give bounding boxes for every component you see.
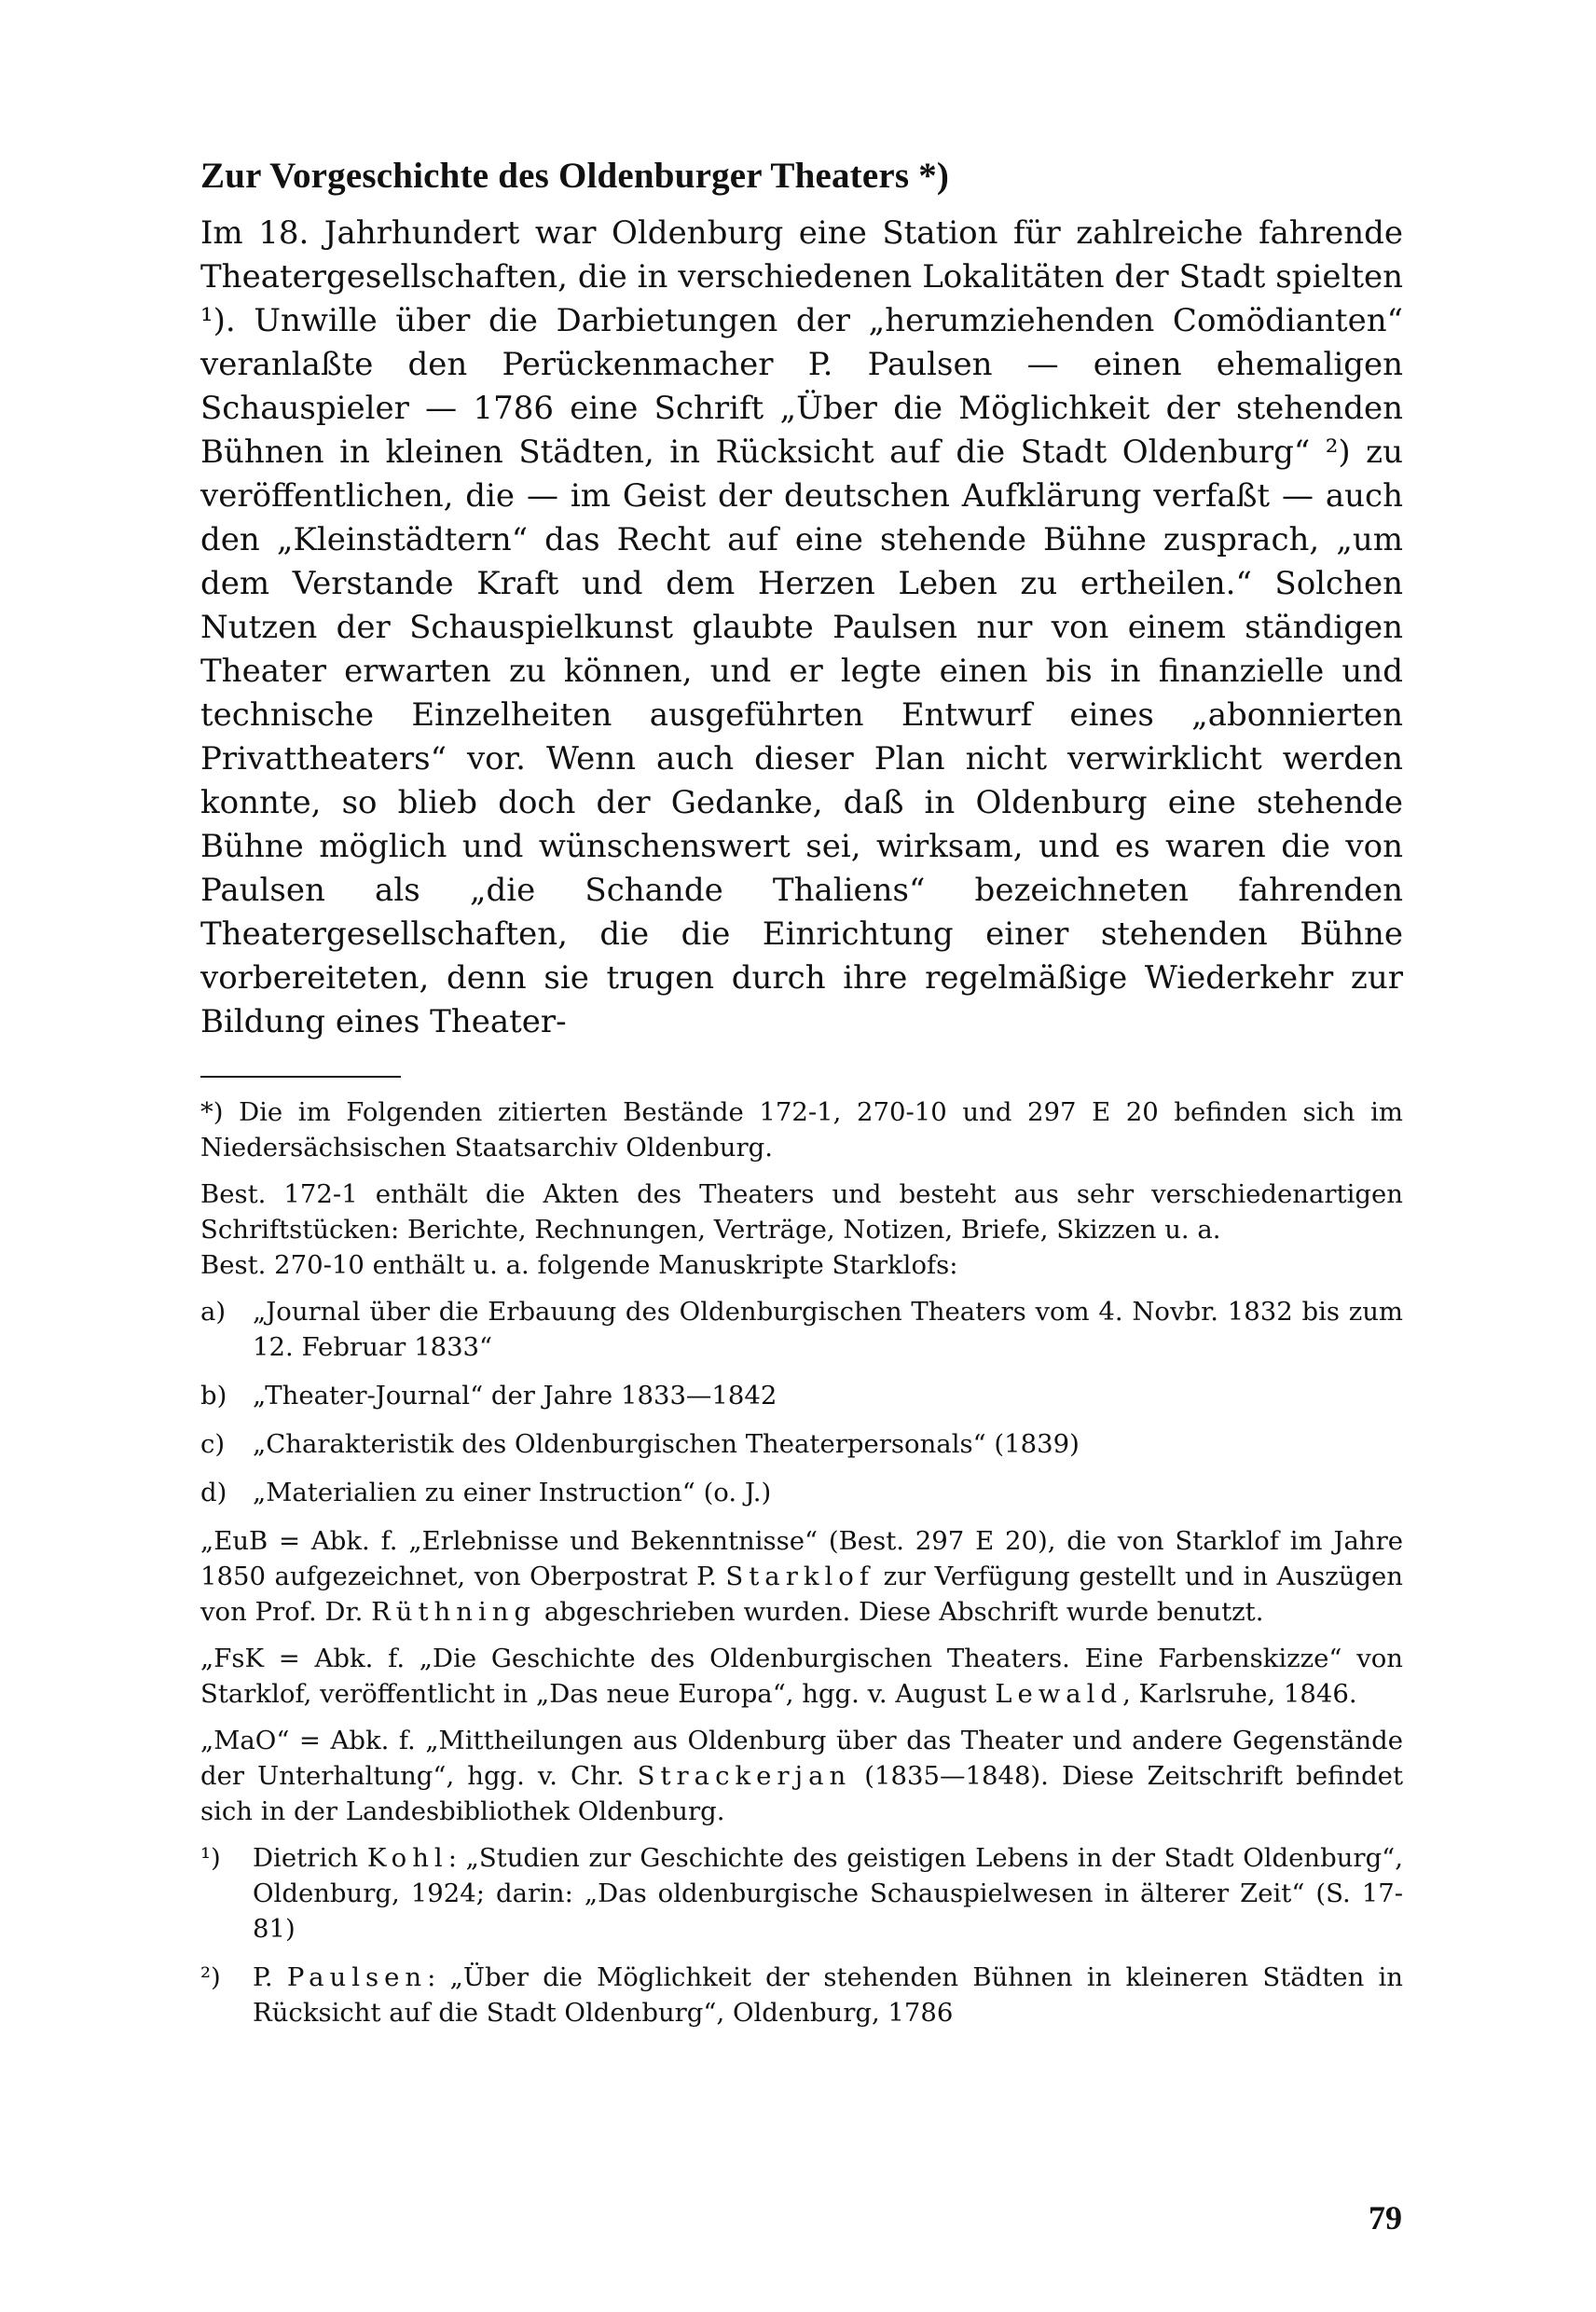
list-item: [200, 1294, 1403, 1365]
note-text: P.: [253, 1962, 287, 1992]
page-title: Zur Vorgeschichte des Oldenburger Theaters *): [200, 156, 950, 196]
list-marker: b): [200, 1381, 227, 1411]
document-page: [200, 154, 1404, 2236]
note-text: Dietrich: [253, 1843, 367, 1873]
list-item: [200, 1426, 1403, 1462]
list-marker: c): [200, 1429, 226, 1459]
note-text: „FsK = Abk. f. „Die Geschichte des Oldenburgischen Theaters. Eine Farbenskizze“ von Starklof, veröffentlicht in „Das neue Europa“, hgg. v. August: [200, 1644, 1403, 1709]
note-text: : „Über die Möglichkeit der stehenden Bühnen in kleineren Städten in Rücksicht auf die Stadt Oldenburg“, Oldenburg, 1786: [253, 1962, 1403, 2028]
list-item: [200, 1378, 1403, 1413]
spaced-name: Rüthning: [371, 1597, 537, 1627]
footnote-text: [253, 1960, 1403, 2030]
note-text: zur Verfügung gestellt und in Auszügen von Prof. Dr.: [200, 1562, 1404, 1627]
list-marker: d): [200, 1478, 227, 1507]
list-text: „Charakteristik des Oldenburgischen Theaterpersonals“ (1839): [253, 1429, 1080, 1459]
note-text: , Karlsruhe, 1846.: [1122, 1679, 1357, 1709]
footnote-text: [253, 1840, 1403, 1947]
footnotes: [200, 1094, 1403, 2030]
list-text: „Journal über die Erbauung des Oldenburgischen Theaters vom 4. Novbr. 1832 bis zum 12. Februar 1833“: [253, 1297, 1403, 1362]
spaced-name: Lewald: [995, 1679, 1123, 1709]
note-text: abgeschrieben wurden. Diese Abschrift wurde benutzt.: [536, 1597, 1264, 1627]
footnote-1: [200, 1840, 1403, 1947]
note-best-270: Best. 270-10 enthält u. a. folgende Manuskripte Starklofs:: [200, 1250, 958, 1280]
body-paragraph: Im 18. Jahrhundert war Oldenburg eine Station für zahlreiche fahrende Theatergesellschaften, die in verschiedenen Lokalitäten der Stadt spielten ¹). Unwille über die Darbietungen der „herumziehenden Comödianten“ veranlaßte den Perückenmacher P. Paulsen — einen ehemaligen Schauspieler — 1786 eine Schrift „Über die Möglichkeit der stehenden Bühnen in kleinen Städten, in Rücksicht auf die Stadt Oldenburg“ ²) zu veröffentlichen, die — im Geist der deutschen Aufklärung verfaßt — auch den „Kleinstädtern“ das Recht auf eine stehende Bühne zusprach, „um dem Verstande Kraft und dem Herzen Leben zu ertheilen.“ Solchen Nutzen der Schauspielkunst glaubte Paulsen nur von einem ständigen Theater erwarten zu können, und er legte einen bis in finanzielle und technische Einzelheiten ausgeführten Entwurf eines „abonnierten Privattheaters“ vor. Wenn auch dieser Plan nicht verwirklicht werden konnte, so blieb doch der Gedanke, daß in Oldenburg eine stehende Bühne möglich und wünschenswert sei, wirksam, und es waren die von Paulsen als „die Schande Thaliens“ bezeichneten fahrenden Theatergesellschaften, die die Einrichtung einer stehenden Bühne vorbereiteten, denn sie trugen durch ihre regelmäßige Wiederkehr zur Bildung eines Theater-: [200, 214, 1403, 1040]
footnote-2: [200, 1960, 1403, 2030]
list-text: „Materialien zu einer Instruction“ (o. J.): [253, 1478, 772, 1507]
note-text: : „Studien zur Geschichte des geistigen Lebens in der Stadt Oldenburg“, Oldenburg, 1924; darin: „Das oldenburgische Schauspielwesen in älterer Zeit“ (S. 17-81): [253, 1843, 1403, 1944]
list-item: [200, 1475, 1403, 1510]
spaced-name: Kohl: [366, 1843, 448, 1873]
spaced-name: Strackerjan: [637, 1761, 852, 1791]
footnote-marker: ¹): [200, 1843, 221, 1873]
note-text: „EuB = Abk. f. „Erlebnisse und Bekenntnisse“ (Best. 297 E 20), die von Starklof im Jahre 1850 aufgezeichnet, von Oberpostrat P.: [200, 1526, 1403, 1591]
list-marker: a): [200, 1297, 227, 1327]
page-number: 79: [1369, 2199, 1402, 2236]
note-eub: [200, 1523, 1403, 1630]
note-text: (1835—1848). Diese Zeitschrift befindet sich in der Landesbibliothek Oldenburg.: [200, 1761, 1404, 1826]
footnote-divider: [200, 1076, 401, 1078]
note-mao: [200, 1723, 1403, 1829]
note-text: „MaO“ = Abk. f. „Mittheilungen aus Oldenburg über das Theater und andere Gegenstände der Unterhaltung“, hgg. v. Chr.: [200, 1726, 1403, 1791]
spaced-name: Paulsen: [286, 1962, 428, 1992]
note-best-172: Best. 172-1 enthält die Akten des Theaters und besteht aus sehr verschiedenartigen Schriftstücken: Berichte, Rechnungen, Verträge, Notizen, Briefe, Skizzen u. a.: [200, 1179, 1403, 1245]
body-text: [200, 212, 1403, 1044]
spaced-name: Starklof: [725, 1562, 875, 1591]
note-sources: *) Die im Folgenden zitierten Bestände 172-1, 270-10 und 297 E 20 befinden sich im Niedersächsischen Staatsarchiv Oldenburg.: [200, 1097, 1403, 1163]
list-text: „Theater-Journal“ der Jahre 1833—1842: [253, 1381, 777, 1411]
note-fsk: [200, 1641, 1403, 1712]
footnote-marker: ²): [200, 1962, 221, 1992]
